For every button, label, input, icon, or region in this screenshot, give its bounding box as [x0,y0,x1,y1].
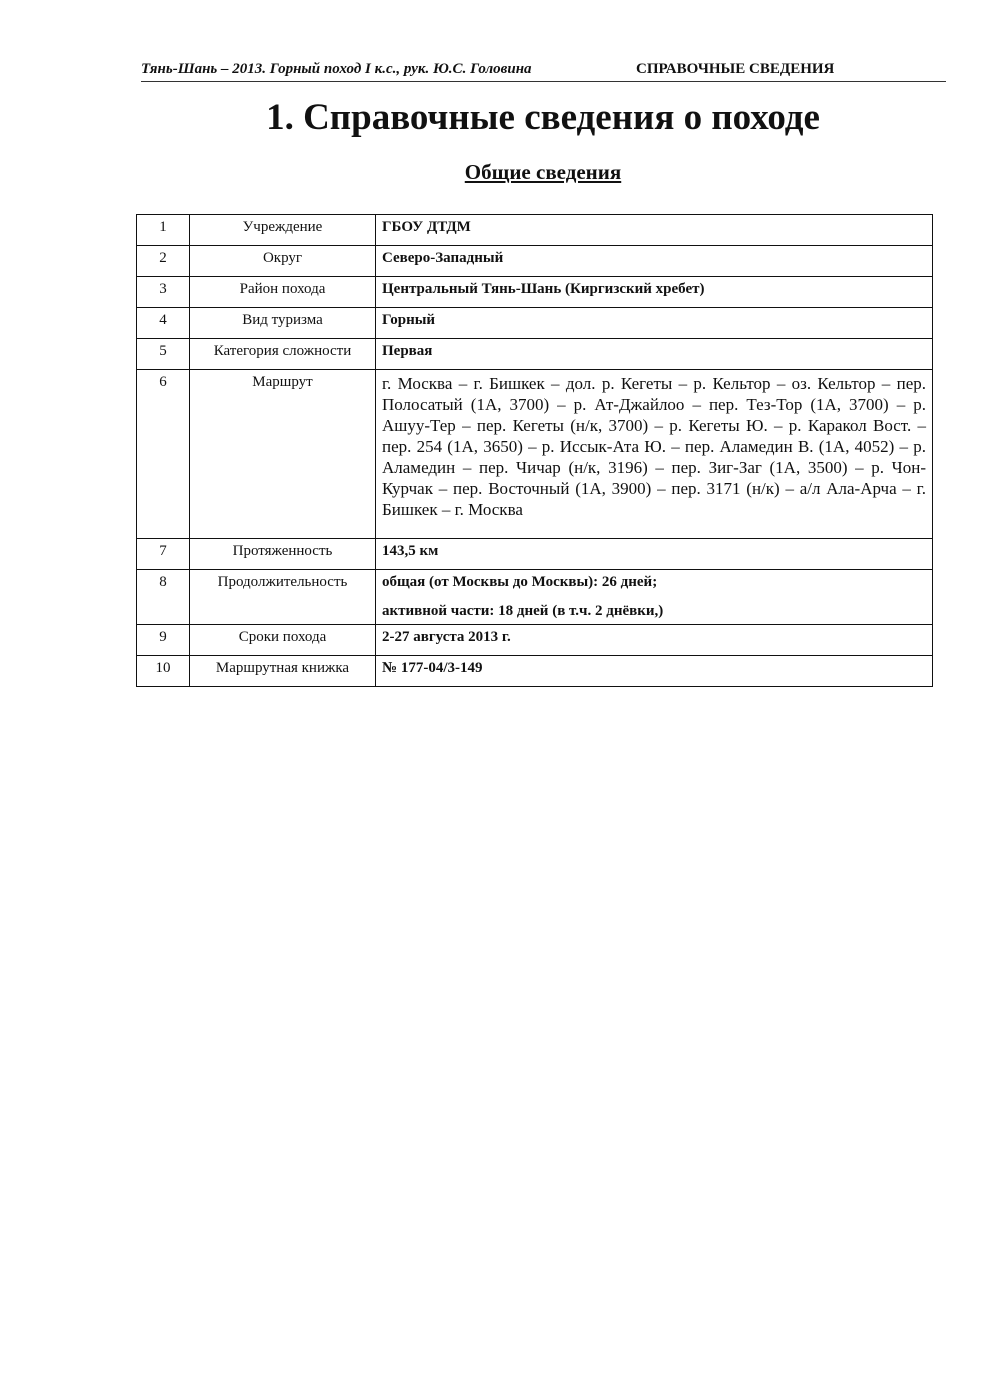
header-right-text: СПРАВОЧНЫЕ СВЕДЕНИЯ [636,61,835,77]
row-number: 1 [137,215,190,246]
row-value: ГБОУ ДТДМ [376,215,933,246]
table-row [137,246,933,277]
table-row [137,215,933,246]
row-value: Горный [376,308,933,339]
row-number: 9 [137,625,190,656]
row-number: 8 [137,570,190,625]
row-value [376,570,933,625]
row-value: 143,5 км [376,539,933,570]
row-label: Вид туризма [190,308,376,339]
table-row [137,656,933,687]
row-number: 3 [137,277,190,308]
row-number: 2 [137,246,190,277]
table-row [137,625,933,656]
table-row [137,277,933,308]
row-value: 2-27 августа 2013 г. [376,625,933,656]
row-number: 5 [137,339,190,370]
row-label: Учреждение [190,215,376,246]
row-label: Маршрут [190,370,376,539]
route-description: г. Москва – г. Бишкек – дол. р. Кегеты – р. Кельтор – оз. Кельтор – пер. Полосатый (1А, 3700) – р. Ат-Джайлоо – пер. Тез-Тор (1А, 3700) – р. Ашуу-Тер – пер. Кегеты (н/к, 3700) – р. Кегеты Ю. – р. Каракол Вост. – пер. 254 (1А, 3650) – р. Иссык-Ата Ю. – пер. Аламедин В. (1А, 4052) – р. Аламедин – пер. Чичар (н/к, 3196) – пер. Зиг-Заг (1А, 3500) – р. Чон-Курчак – пер. Восточный (1А, 3900) – пер. 3171 (н/к) – а/л Ала-Арча – г. Бишкек – г. Москва [376,370,933,539]
table-row [137,539,933,570]
info-table [136,214,933,687]
row-label: Категория сложности [190,339,376,370]
page-title: 1. Справочные сведения о походе [266,97,820,138]
table-row [137,570,933,625]
row-number: 4 [137,308,190,339]
row-number: 6 [137,370,190,539]
row-label: Округ [190,246,376,277]
row-label: Продолжительность [190,570,376,625]
table-row [137,308,933,339]
row-label: Маршрутная книжка [190,656,376,687]
row-value: Северо-Западный [376,246,933,277]
section-title: Общие сведения [464,160,622,184]
row-number: 7 [137,539,190,570]
row-value: № 177-04/3-149 [376,656,933,687]
row-value: Центральный Тянь-Шань (Киргизский хребет) [376,277,933,308]
table-row [137,370,933,539]
row-label: Сроки похода [190,625,376,656]
running-header [141,61,946,82]
duration-active: активной части: 18 дней (в т.ч. 2 днёвки,) [382,603,664,619]
row-label: Протяженность [190,539,376,570]
row-value: Первая [376,339,933,370]
table-row [137,339,933,370]
row-label: Район похода [190,277,376,308]
row-number: 10 [137,656,190,687]
header-left-text: Тянь-Шань – 2013. Горный поход I к.с., рук. Ю.С. Головина [141,61,532,77]
duration-total: общая (от Москвы до Москвы): 26 дней; [382,574,658,590]
